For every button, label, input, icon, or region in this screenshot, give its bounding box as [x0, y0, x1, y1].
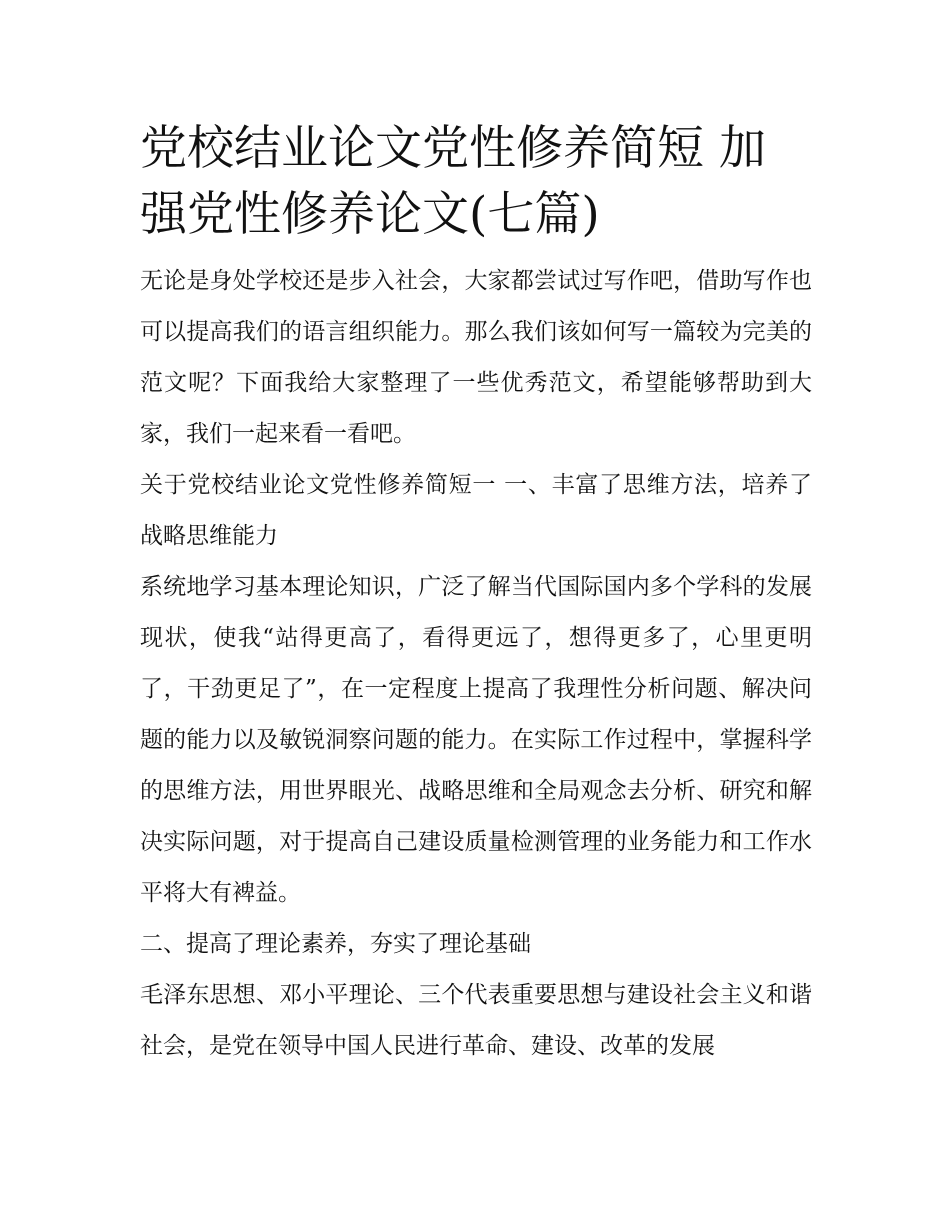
intro-paragraph: 无论是身处学校还是步入社会，大家都尝试过写作吧，借助写作也可以提高我们的语言组织能力。那么我们该如何写一篇较为完美的范文呢？下面我给大家整理了一些优秀范文，希望能够帮助到大家，我们一起来看一看吧。 [140, 268, 812, 447]
section-heading-2: 二、提高了理论素养，夯实了理论基础 [140, 931, 531, 957]
document-body [140, 116, 812, 1072]
body-paragraph-1: 系统地学习基本理论知识，广泛了解当代国际国内多个学科的发展现状，使我“站得更高了，看得更远了，想得更多了，心里更明了，干劲更足了”，在一定程度上提高了我理性分析问题、解决问题的能力以及敏锐洞察问题的能力。在实际工作过程中，掌握科学的思维方法，用世界眼光、战略思维和全局观念去分析、研究和解决实际问题，对于提高自己建设质量检测管理的业务能力和工作水平将大有裨益。 [140, 574, 812, 906]
body-paragraph-2: 毛泽东思想、邓小平理论、三个代表重要思想与建设社会主义和谐社会，是党在领导中国人民进行革命、建设、改革的发展 [140, 982, 812, 1059]
document-title: 党校结业论文党性修养简短 加强党性修养论文(七篇) [140, 121, 766, 242]
section-heading-1: 关于党校结业论文党性修养简短一 一、丰富了思维方法，培养了战略思维能力 [140, 472, 812, 549]
